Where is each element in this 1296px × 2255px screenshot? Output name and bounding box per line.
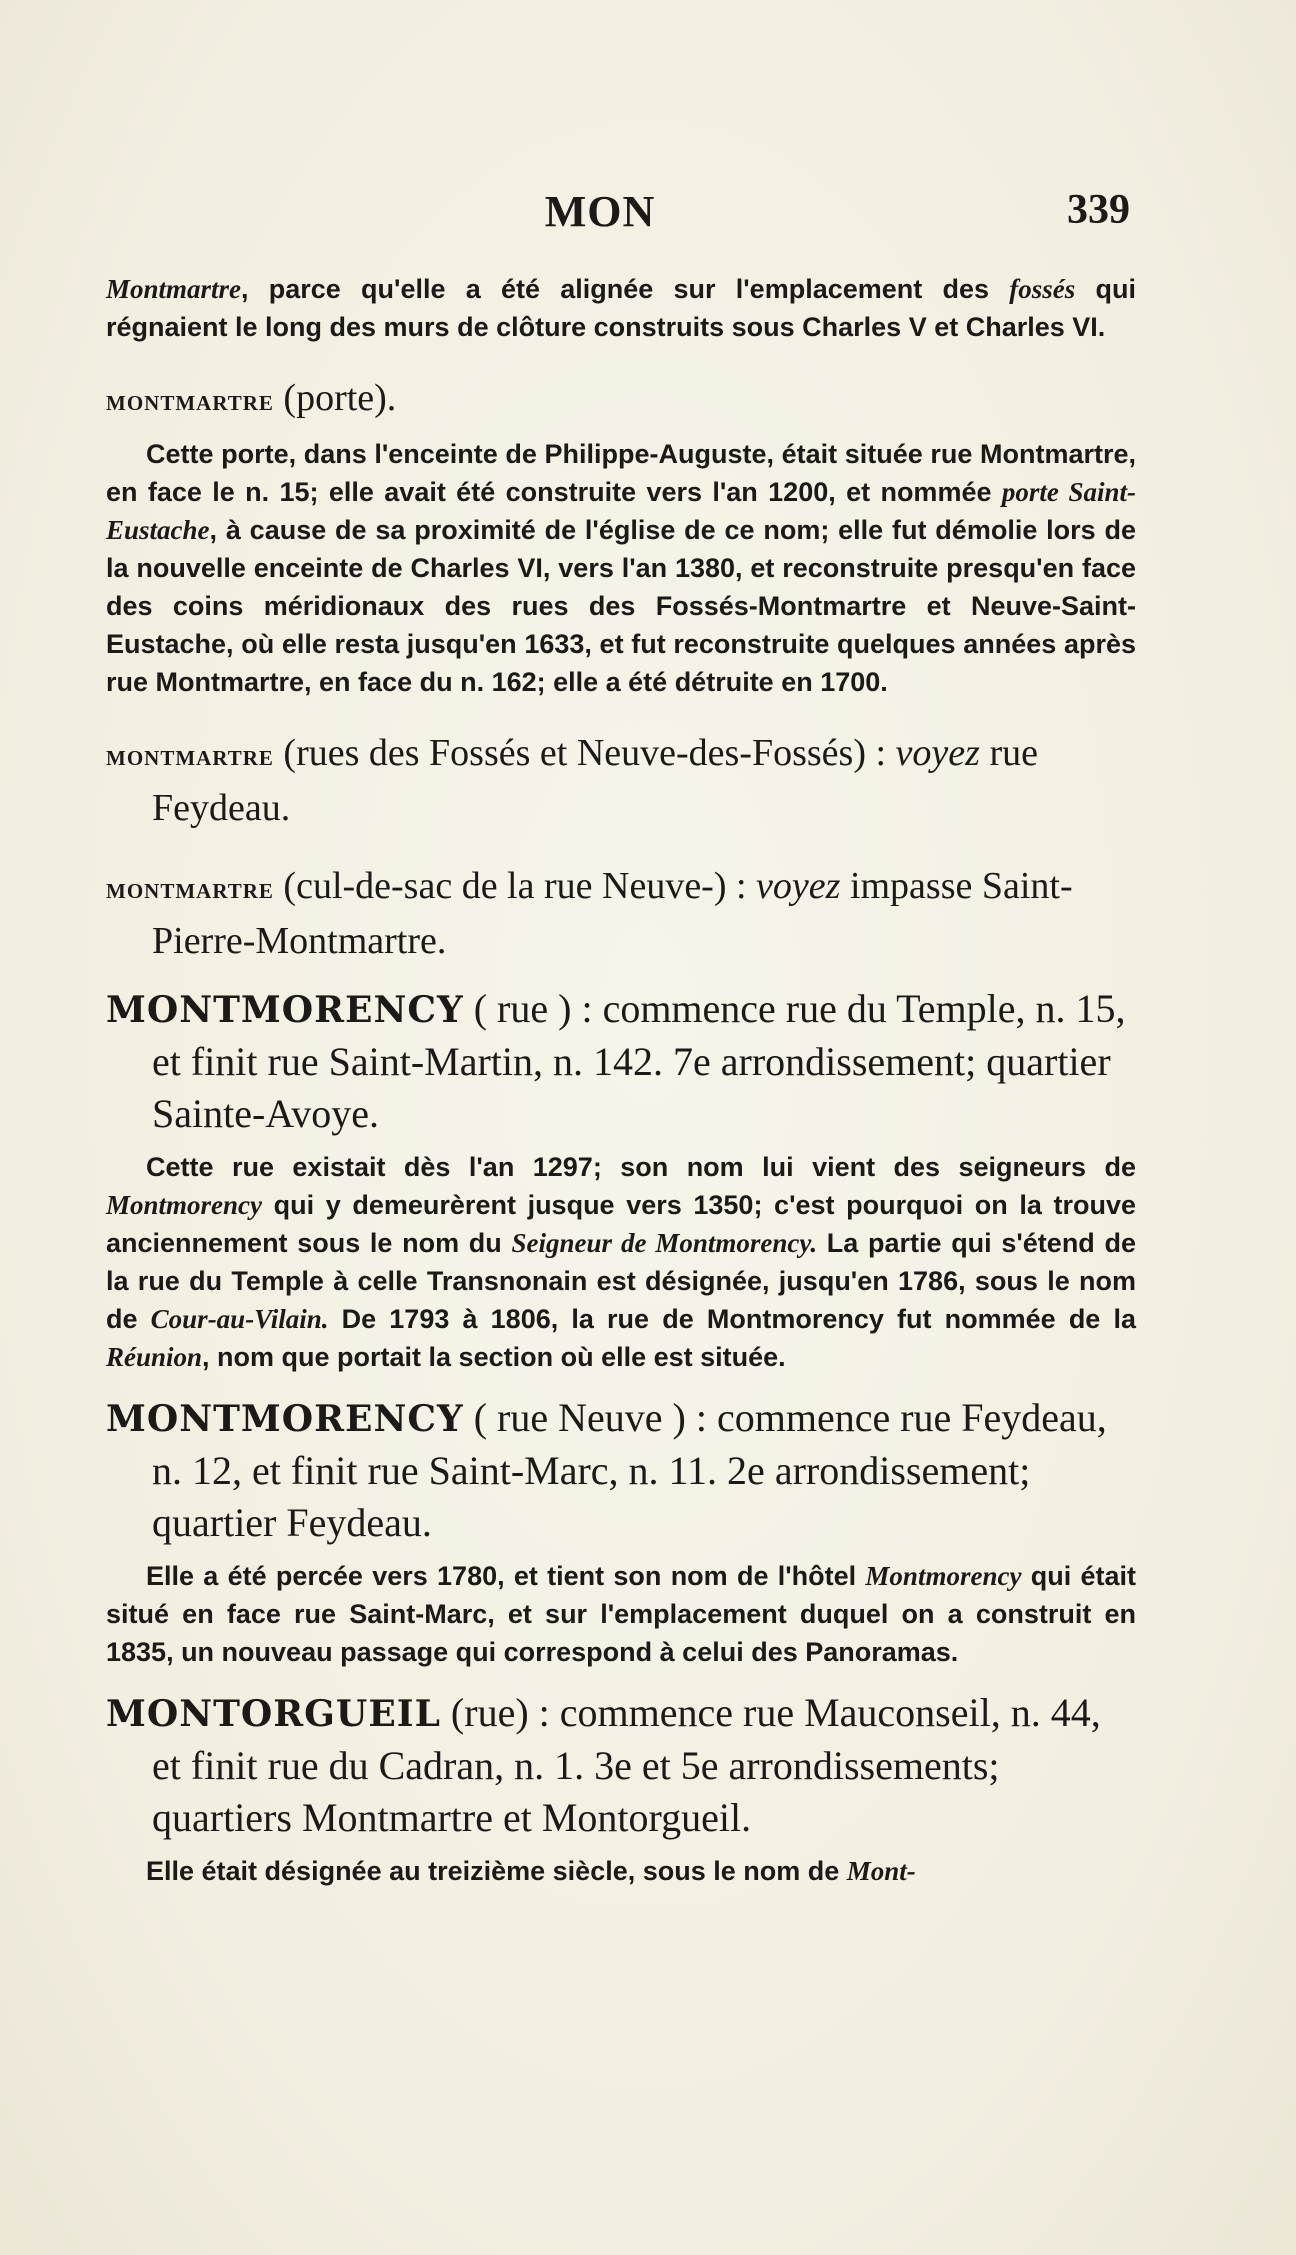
- paragraph-text: qui y demeurèrent jusque vers 1350; c'est pourquoi on la trouve anciennement sous le nom du: [106, 1190, 1136, 1258]
- italic-term: Montmorency: [106, 1190, 263, 1220]
- paragraph-text: De 1793 à 1806, la rue de Montmorency fut nommée de la: [328, 1304, 1136, 1334]
- entry-text: ( rue ) : commence rue du Temple, n. 15, et finit rue Saint-Martin, n. 142. 7e arrondissement; quartier Sainte-Avoye.: [152, 986, 1126, 1136]
- entry-paragraph: [106, 1557, 1136, 1671]
- entry-paragraph: [106, 1852, 1136, 1890]
- entry-paragraph: [106, 435, 1136, 701]
- italic-term: Montmartre: [106, 274, 242, 304]
- page-header: [0, 186, 1296, 246]
- entry-headword: montmartre: [106, 872, 274, 905]
- entry-headword: montmartre: [106, 739, 274, 772]
- paragraph-text: , à cause de sa proximité de l'église de ce nom; elle fut démolie lors de la nouvelle enceinte de Charles VI, vers l'an 1380, et reconstruite presqu'en face des coins méridionaux des rues des Fossés-Montmartre et Neuve-Saint-Eustache, où elle resta jusqu'en 1633, et fut reconstruite quelques années après rue Montmartre, en face du n. 162; elle a été détruite en 1700.: [106, 515, 1136, 697]
- entry-text: ( rue Neuve ) : commence rue Feydeau, n. 12, et finit rue Saint-Marc, n. 11. 2e arrondissement; quartier Feydeau.: [152, 1395, 1107, 1545]
- entry-text: (rues des Fossés et Neuve-des-Fossés) :: [283, 732, 896, 774]
- entry-montmartre-fosses: [106, 727, 1136, 834]
- running-head: MON: [544, 187, 656, 236]
- paragraph-text: , nom que portait la section où elle est située.: [202, 1342, 786, 1372]
- page-body: [106, 270, 1136, 1890]
- entry-headword: MONTMORENCY: [106, 1398, 464, 1440]
- italic-voyez: voyez: [895, 732, 980, 774]
- entry-reference: impasse Saint-Pierre-Montmartre.: [152, 865, 1073, 962]
- italic-term: Seigneur de Montmorency.: [511, 1228, 818, 1258]
- paragraph-text: qui régnaient le long des murs de clôture construits sous Charles V et Charles VI.: [106, 274, 1136, 342]
- paragraph-text: La partie qui s'étend de la rue du Temple à celle Transnonain est désignée, jusqu'en 1786, sous le nom de: [106, 1228, 1136, 1334]
- page-number: 339: [1067, 187, 1130, 233]
- entry-montorgueil: [106, 1687, 1136, 1844]
- entry-headword: MONTMORENCY: [106, 989, 464, 1031]
- italic-term: porte Saint-Eustache: [106, 477, 1136, 545]
- paragraph-text: Cette porte, dans l'enceinte de Philippe-Auguste, était située rue Montmartre, en face le n. 15; elle avait été construite vers l'an 1200, et nommée: [106, 439, 1136, 507]
- entry-montmorency: [106, 983, 1136, 1140]
- paragraph-text: , parce qu'elle a été alignée sur l'emplacement des: [241, 274, 1010, 304]
- entry-paragraph: [106, 1148, 1136, 1376]
- italic-term: Cour-au-Vilain.: [150, 1304, 329, 1334]
- paragraph-text: Elle était désignée au treizième siècle, sous le nom de: [146, 1856, 847, 1886]
- continuation-paragraph: [106, 270, 1136, 346]
- entry-text: (rue) : commence rue Mauconseil, n. 44, et finit rue du Cadran, n. 1. 3e et 5e arrondissements; quartiers Montmartre et Montorgueil.: [152, 1690, 1101, 1840]
- paragraph-text: qui était situé en face rue Saint-Marc, et sur l'emplacement duquel on a construit en 1835, un nouveau passage qui correspond à celui des Panoramas.: [106, 1561, 1136, 1667]
- entry-montmorency-neuve: [106, 1392, 1136, 1549]
- italic-term: Mont-: [846, 1856, 916, 1886]
- paragraph-text: Cette rue existait dès l'an 1297; son nom lui vient des seigneurs de: [146, 1152, 1136, 1182]
- italic-term: Réunion: [106, 1342, 203, 1372]
- entry-montmartre-porte: [106, 372, 1136, 427]
- entry-reference: rue Feydeau.: [152, 732, 1038, 829]
- entry-headword: MONTORGUEIL: [106, 1693, 441, 1735]
- entry-montmartre-cul-de-sac: [106, 860, 1136, 967]
- italic-term: fossés: [1009, 274, 1076, 304]
- entry-text: (cul-de-sac de la rue Neuve-) :: [283, 865, 757, 907]
- italic-voyez: voyez: [756, 865, 841, 907]
- italic-term: Montmorency: [865, 1561, 1022, 1591]
- paragraph-text: Elle a été percée vers 1780, et tient son nom de l'hôtel: [146, 1561, 866, 1591]
- entry-headword: montmartre: [106, 384, 274, 417]
- entry-qualifier: (porte).: [283, 377, 397, 419]
